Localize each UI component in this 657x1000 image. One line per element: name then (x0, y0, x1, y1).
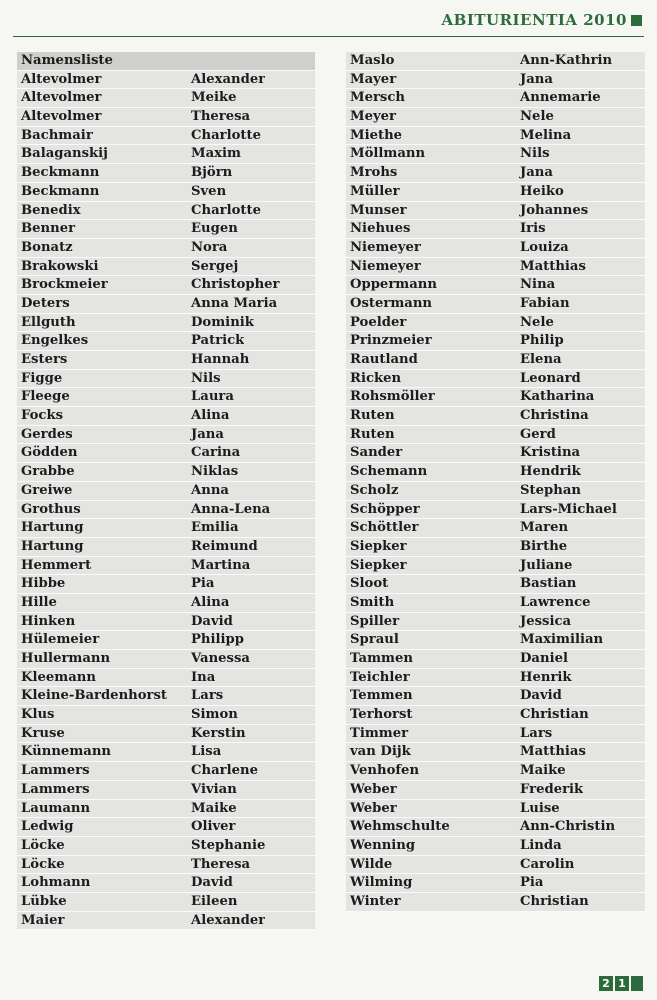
first-name: Philip (520, 333, 564, 349)
table-row (17, 650, 315, 669)
table-row (17, 314, 315, 333)
table-row (17, 800, 315, 819)
first-name: Lars-Michael (520, 501, 617, 517)
first-name: Theresa (191, 856, 251, 872)
first-name: Alina (191, 594, 230, 610)
last-name: Ruten (350, 408, 395, 424)
table-row (17, 370, 315, 389)
table-row (17, 818, 315, 837)
table-row (346, 837, 645, 856)
last-name: Hartung (21, 538, 84, 554)
table-row (346, 725, 645, 744)
first-name: Melina (520, 127, 572, 143)
first-name: Laura (191, 389, 234, 405)
table-row (17, 463, 315, 482)
first-name: Nora (191, 239, 228, 255)
first-name: Lawrence (520, 594, 591, 610)
table-row (346, 444, 645, 463)
last-name: Lübke (21, 893, 67, 909)
first-name: Alexander (191, 71, 266, 87)
last-name: Altevolmer (21, 71, 102, 87)
last-name: Bachmair (21, 127, 93, 143)
first-name: Lars (520, 725, 553, 741)
first-name: Anna (191, 482, 229, 498)
last-name: Hemmert (21, 557, 92, 573)
last-name: Niehues (350, 221, 411, 237)
first-name: Alexander (191, 912, 266, 928)
table-row (346, 874, 645, 893)
last-name: Bonatz (21, 239, 73, 255)
last-name: Gödden (21, 445, 78, 461)
table-row (17, 444, 315, 463)
first-name: Oliver (191, 819, 236, 835)
table-row (346, 258, 645, 277)
table-row (346, 276, 645, 295)
first-name: Hannah (191, 352, 250, 367)
first-name: Stephanie (191, 837, 266, 853)
last-name: Maslo (350, 53, 395, 68)
table-row (17, 220, 315, 239)
first-name: Pia (191, 576, 215, 592)
first-name: Maximilian (520, 632, 604, 648)
first-name: Bastian (520, 576, 577, 592)
first-name: Fabian (520, 295, 570, 311)
first-name: Meike (191, 90, 237, 106)
header-square-icon (631, 15, 642, 26)
first-name: Kerstin (191, 725, 246, 741)
table-row (346, 426, 645, 445)
last-name: Rautland (350, 352, 418, 367)
last-name: Wilming (350, 875, 413, 891)
first-name: Carina (191, 445, 241, 461)
table-row (346, 407, 645, 426)
last-name: Löcke (21, 856, 65, 872)
first-name: Lars (191, 688, 224, 704)
last-name: Benner (21, 221, 76, 237)
first-name: Katharina (520, 389, 595, 405)
table-row (346, 856, 645, 875)
first-name: Patrick (191, 333, 245, 349)
table-row (346, 220, 645, 239)
last-name: Prinzmeier (350, 333, 432, 349)
table-row (346, 706, 645, 725)
name-list-right-column (346, 52, 645, 912)
table-row (346, 519, 645, 538)
first-name: Kristina (520, 445, 581, 461)
table-row (346, 183, 645, 202)
last-name: Gerdes (21, 426, 73, 442)
last-name: Hartung (21, 520, 84, 536)
last-name: Beckmann (21, 183, 100, 199)
first-name: Leonard (520, 370, 581, 386)
last-name: Scholz (350, 482, 399, 498)
first-name: Jana (520, 165, 553, 181)
page-header-title: ABITURIENTIA 2010 (441, 11, 627, 29)
last-name: Schemann (350, 464, 428, 480)
table-row (17, 912, 315, 931)
first-name: Nele (520, 314, 554, 330)
table-row (346, 669, 645, 688)
last-name: Tammen (350, 651, 413, 666)
first-name: Luise (520, 800, 560, 816)
last-name: Teichler (350, 669, 410, 685)
last-name: Engelkes (21, 333, 89, 349)
table-row (346, 687, 645, 706)
last-name: Hülemeier (21, 632, 100, 648)
table-row (346, 800, 645, 819)
first-name: Dominik (191, 314, 254, 330)
first-name: Jana (520, 71, 553, 87)
last-name: Figge (21, 370, 63, 386)
last-name: Löcke (21, 837, 65, 853)
table-row (17, 687, 315, 706)
page-number-square-icon (631, 976, 643, 991)
table-row (17, 276, 315, 295)
last-name: Rohsmöller (350, 389, 435, 405)
first-name: Nele (520, 109, 554, 125)
table-row (346, 557, 645, 576)
last-name: Focks (21, 408, 64, 424)
last-name: Kruse (21, 725, 65, 741)
table-row (346, 538, 645, 557)
table-row (346, 482, 645, 501)
table-row (346, 743, 645, 762)
last-name: Winter (350, 893, 401, 909)
last-name: Spiller (350, 613, 400, 629)
table-row (17, 164, 315, 183)
last-name: Siepker (350, 557, 407, 573)
last-name: Lammers (21, 781, 90, 797)
first-name: Birthe (520, 538, 568, 554)
header-divider (13, 36, 644, 37)
first-name: Charlotte (191, 127, 261, 143)
last-name: Smith (350, 594, 395, 610)
table-row (17, 557, 315, 576)
table-row (346, 631, 645, 650)
first-name: Matthias (520, 744, 586, 760)
last-name: Kleemann (21, 669, 96, 685)
first-name: Eugen (191, 221, 238, 237)
last-name: Ledwig (21, 819, 74, 835)
last-name: Brakowski (21, 258, 99, 274)
table-row (346, 781, 645, 800)
table-row (346, 388, 645, 407)
table-row (17, 725, 315, 744)
last-name: Poelder (350, 314, 407, 330)
table-row (17, 893, 315, 912)
table-row (346, 89, 645, 108)
last-name: Altevolmer (21, 109, 102, 125)
last-name: Greiwe (21, 482, 73, 498)
last-name: Müller (350, 183, 400, 199)
first-name: Reimund (191, 538, 258, 554)
last-name: Terhorst (350, 707, 413, 723)
last-name: Meyer (350, 109, 396, 125)
first-name: Björn (191, 165, 233, 181)
table-row (17, 108, 315, 127)
first-name: Eileen (191, 893, 238, 909)
first-name: Anna-Lena (191, 501, 271, 517)
first-name: Carolin (520, 856, 575, 872)
table-row (346, 370, 645, 389)
last-name: Beckmann (21, 165, 100, 181)
table-row (346, 351, 645, 370)
last-name: Benedix (21, 202, 81, 218)
last-name: van Dijk (350, 744, 411, 760)
first-name: Martina (191, 557, 251, 573)
last-name: Kleine-Bardenhorst (21, 688, 168, 704)
table-row (17, 613, 315, 632)
first-name: Nils (520, 146, 550, 162)
first-name: Elena (520, 352, 562, 367)
last-name: Wehmschulte (350, 819, 450, 835)
list-heading: Namensliste (21, 53, 113, 68)
first-name: Emilia (191, 520, 239, 536)
first-name: Annemarie (520, 90, 601, 106)
table-row (346, 314, 645, 333)
first-name: Maike (520, 763, 566, 779)
first-name: Charlotte (191, 202, 261, 218)
table-row (346, 762, 645, 781)
table-row (346, 893, 645, 912)
page-number-digit: 1 (615, 976, 629, 991)
first-name: Frederik (520, 781, 584, 797)
last-name: Niemeyer (350, 239, 421, 255)
last-name: Grabbe (21, 464, 75, 480)
table-row (17, 856, 315, 875)
first-name: Jana (191, 426, 224, 442)
last-name: Lohmann (21, 875, 91, 891)
last-name: Möllmann (350, 146, 426, 162)
last-name: Mayer (350, 71, 397, 87)
table-row (17, 295, 315, 314)
last-name: Balaganskij (21, 146, 108, 162)
last-name: Oppermann (350, 277, 437, 293)
table-row (346, 239, 645, 258)
first-name: Ann-Christin (520, 819, 616, 835)
table-row (17, 874, 315, 893)
table-row (17, 351, 315, 370)
table-row (346, 575, 645, 594)
table-row (17, 332, 315, 351)
table-row (346, 127, 645, 146)
first-name: Maxim (191, 146, 241, 162)
first-name: Johannes (520, 202, 589, 218)
list-heading-row (17, 52, 315, 71)
last-name: Hille (21, 594, 57, 610)
first-name: David (191, 875, 233, 891)
table-row (17, 482, 315, 501)
table-row (17, 762, 315, 781)
last-name: Ruten (350, 426, 395, 442)
last-name: Grothus (21, 501, 81, 517)
last-name: Temmen (350, 688, 413, 704)
last-name: Weber (350, 800, 397, 816)
table-row (17, 781, 315, 800)
table-row (17, 89, 315, 108)
table-row (17, 426, 315, 445)
first-name: Louiza (520, 239, 569, 255)
table-row (346, 613, 645, 632)
first-name: Daniel (520, 651, 568, 666)
last-name: Lammers (21, 763, 90, 779)
first-name: Sven (191, 183, 227, 199)
last-name: Fleege (21, 389, 70, 405)
first-name: Matthias (520, 258, 586, 274)
first-name: Heiko (520, 183, 564, 199)
first-name: Alina (191, 408, 230, 424)
first-name: Niklas (191, 464, 239, 480)
table-row (346, 501, 645, 520)
last-name: Künnemann (21, 744, 112, 760)
first-name: Simon (191, 707, 238, 723)
table-row (17, 202, 315, 221)
name-list-left-column (17, 52, 315, 930)
table-row (17, 519, 315, 538)
last-name: Mersch (350, 90, 405, 106)
table-row (346, 145, 645, 164)
first-name: Ann-Kathrin (520, 53, 613, 68)
table-row (17, 575, 315, 594)
table-row (17, 837, 315, 856)
last-name: Weber (350, 781, 397, 797)
first-name: Christian (520, 893, 589, 909)
table-row (17, 631, 315, 650)
table-row (17, 258, 315, 277)
last-name: Spraul (350, 632, 399, 648)
first-name: Iris (520, 221, 546, 237)
last-name: Sloot (350, 576, 389, 592)
table-row (17, 388, 315, 407)
table-row (17, 669, 315, 688)
last-name: Wenning (350, 837, 416, 853)
first-name: Charlene (191, 763, 258, 779)
first-name: Nils (191, 370, 221, 386)
first-name: Theresa (191, 109, 251, 125)
table-row (17, 407, 315, 426)
first-name: Ina (191, 669, 216, 685)
table-row (17, 183, 315, 202)
table-row (346, 164, 645, 183)
last-name: Schöpper (350, 501, 420, 517)
table-row (346, 108, 645, 127)
table-row (17, 127, 315, 146)
table-row (346, 594, 645, 613)
first-name: Christian (520, 707, 589, 723)
table-row (17, 145, 315, 164)
first-name: Stephan (520, 482, 581, 498)
first-name: Philipp (191, 632, 244, 648)
table-row (17, 538, 315, 557)
page-number (599, 976, 643, 991)
first-name: Vivian (191, 781, 237, 797)
first-name: Maren (520, 520, 569, 536)
table-row (346, 332, 645, 351)
first-name: Jessica (520, 613, 572, 629)
last-name: Wilde (350, 856, 393, 872)
last-name: Sander (350, 445, 403, 461)
last-name: Mrohs (350, 165, 398, 181)
last-name: Altevolmer (21, 90, 102, 106)
first-name: Pia (520, 875, 544, 891)
table-row (346, 650, 645, 669)
first-name: David (191, 613, 233, 629)
table-row (346, 295, 645, 314)
first-name: Nina (520, 277, 556, 293)
last-name: Miethe (350, 127, 403, 143)
last-name: Brockmeier (21, 277, 108, 293)
first-name: Juliane (520, 557, 573, 573)
table-row (17, 501, 315, 520)
first-name: Maike (191, 800, 237, 816)
first-name: Christopher (191, 277, 280, 293)
last-name: Hibbe (21, 576, 66, 592)
page-number-digit: 2 (599, 976, 613, 991)
first-name: Sergej (191, 258, 239, 274)
table-row (346, 71, 645, 90)
table-row (17, 594, 315, 613)
table-row (346, 463, 645, 482)
first-name: Hendrik (520, 464, 581, 480)
first-name: Lisa (191, 744, 222, 760)
table-row (17, 706, 315, 725)
first-name: Christina (520, 408, 589, 424)
first-name: Anna Maria (191, 295, 278, 311)
last-name: Klus (21, 707, 55, 723)
last-name: Hullermann (21, 651, 111, 666)
table-row (346, 52, 645, 71)
last-name: Ricken (350, 370, 402, 386)
table-row (346, 202, 645, 221)
first-name: Henrik (520, 669, 572, 685)
last-name: Ellguth (21, 314, 76, 330)
last-name: Hinken (21, 613, 76, 629)
last-name: Maier (21, 912, 65, 928)
last-name: Niemeyer (350, 258, 421, 274)
first-name: Linda (520, 837, 562, 853)
last-name: Timmer (350, 725, 409, 741)
last-name: Siepker (350, 538, 407, 554)
first-name: Vanessa (191, 651, 250, 666)
first-name: David (520, 688, 562, 704)
table-row (346, 818, 645, 837)
last-name: Deters (21, 295, 70, 311)
table-row (17, 239, 315, 258)
last-name: Ostermann (350, 295, 433, 311)
first-name: Gerd (520, 426, 556, 442)
last-name: Esters (21, 352, 68, 367)
last-name: Laumann (21, 800, 91, 816)
table-row (17, 743, 315, 762)
table-row (17, 71, 315, 90)
last-name: Schöttler (350, 520, 419, 536)
last-name: Munser (350, 202, 407, 218)
last-name: Venhofen (350, 763, 420, 779)
